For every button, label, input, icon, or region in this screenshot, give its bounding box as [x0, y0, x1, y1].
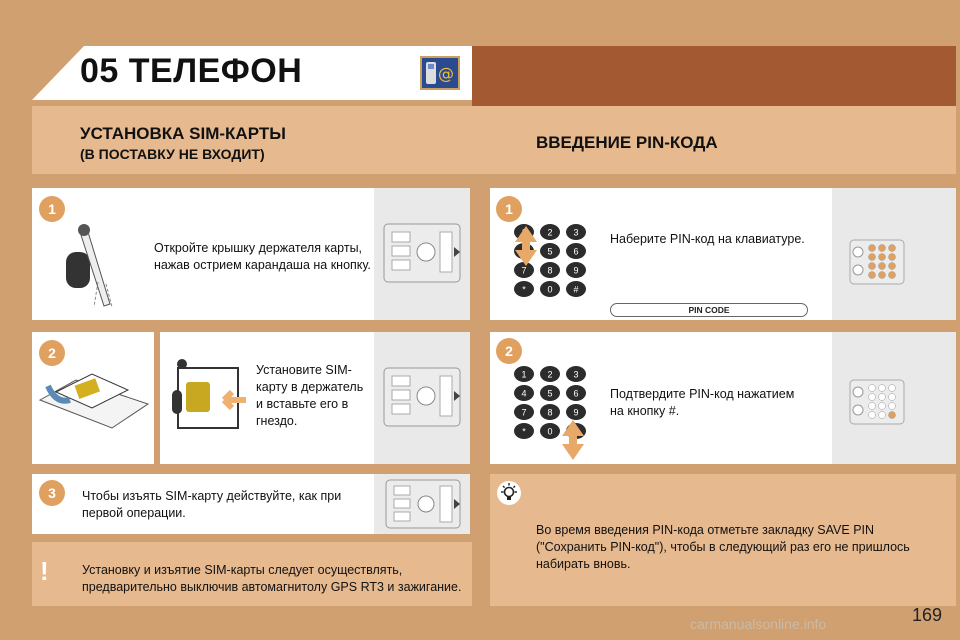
keypad-key-label: * [522, 426, 526, 437]
press-arrow-icon [562, 420, 584, 460]
sim-step-2-text: Установите SIM-карту в держатель и вставьте его в гнездо. [256, 363, 364, 428]
pin-step-2-text: Подтвердите PIN-код нажатием на кнопку #. [610, 387, 795, 418]
sim-eject-illustration [58, 212, 138, 312]
pin-section-title: ВВЕДЕНИЕ PIN-КОДА [536, 133, 718, 152]
pin-code-field: PIN CODE [610, 303, 808, 317]
lightbulb-icon [496, 480, 522, 506]
pin-step-1-text: Наберите PIN-код на клавиатуре. [610, 232, 805, 246]
radio-unit-icon [382, 222, 462, 284]
keypad-key-label: 2 [547, 227, 553, 238]
step-number-badge: 2 [39, 340, 65, 366]
radio-unit-icon [384, 478, 462, 530]
keypad-key-label: 9 [573, 407, 579, 418]
watermark: carmanualsonline.info [690, 616, 827, 632]
keypad-key-label: # [573, 284, 579, 295]
keypad-key-label: 6 [573, 246, 579, 257]
keypad-key-label: 4 [521, 388, 527, 399]
keypad-key-label: 1 [521, 369, 527, 380]
keypad-key-label: 5 [547, 246, 553, 257]
step-number-badge: 2 [496, 338, 522, 364]
step-number-badge: 1 [496, 196, 522, 222]
page-title: 05 ТЕЛЕФОН [80, 52, 303, 90]
svg-text:@: @ [438, 64, 454, 83]
keypad-key-label: 2 [547, 369, 553, 380]
keypad-key-label: 6 [573, 388, 579, 399]
keypad-key-label: 0 [547, 284, 553, 295]
sim-step-1-text: Откройте крышку держателя карты, нажав острием карандаша на кнопку. [154, 241, 371, 272]
page-number: 169 [911, 605, 942, 625]
radio-unit-icon [382, 366, 462, 428]
keypad-key-label: 7 [521, 407, 527, 418]
keypad-key-label: 7 [521, 265, 527, 276]
radio-keypad-icon [848, 378, 906, 426]
sim-section-title: УСТАНОВКА SIM-КАРТЫ [80, 124, 286, 143]
sim-insert-illustration [168, 350, 248, 446]
keypad-key-label: 3 [573, 227, 579, 238]
keypad-key-label: 5 [547, 388, 553, 399]
sim-section-subtitle: (В ПОСТАВКУ НЕ ВХОДИТ) [80, 146, 265, 162]
keypad-key-label: 8 [547, 407, 553, 418]
keypad-key-label: 3 [573, 369, 579, 380]
tip-text: Во время введения PIN-кода отметьте закладку SAVE PIN ("Сохранить PIN-код"), чтобы в следующий раз его не пришлось набирать вновь. [536, 523, 910, 571]
sim-tray-illustration [36, 356, 152, 436]
keypad-key-label: 9 [573, 265, 579, 276]
keypad-key-label: 0 [547, 426, 553, 437]
sim-step-3-text: Чтобы изъять SIM-карту действуйте, как при первой операции. [82, 489, 342, 520]
press-arrow-icon [515, 226, 537, 266]
step-number-badge: 3 [39, 480, 65, 506]
phone-at-icon [420, 56, 460, 90]
keypad-key-label: 8 [547, 265, 553, 276]
header-decoration [472, 46, 956, 106]
keypad-key-label: * [522, 284, 526, 295]
warning-icon: ! [40, 556, 49, 586]
radio-keypad-icon [848, 238, 906, 286]
warning-text: Установку и изъятие SIM-карты следует осуществлять, предварительно выключив автомагнитолу GPS RT3 и зажигание. [82, 563, 462, 594]
step-number-badge: 1 [39, 196, 65, 222]
